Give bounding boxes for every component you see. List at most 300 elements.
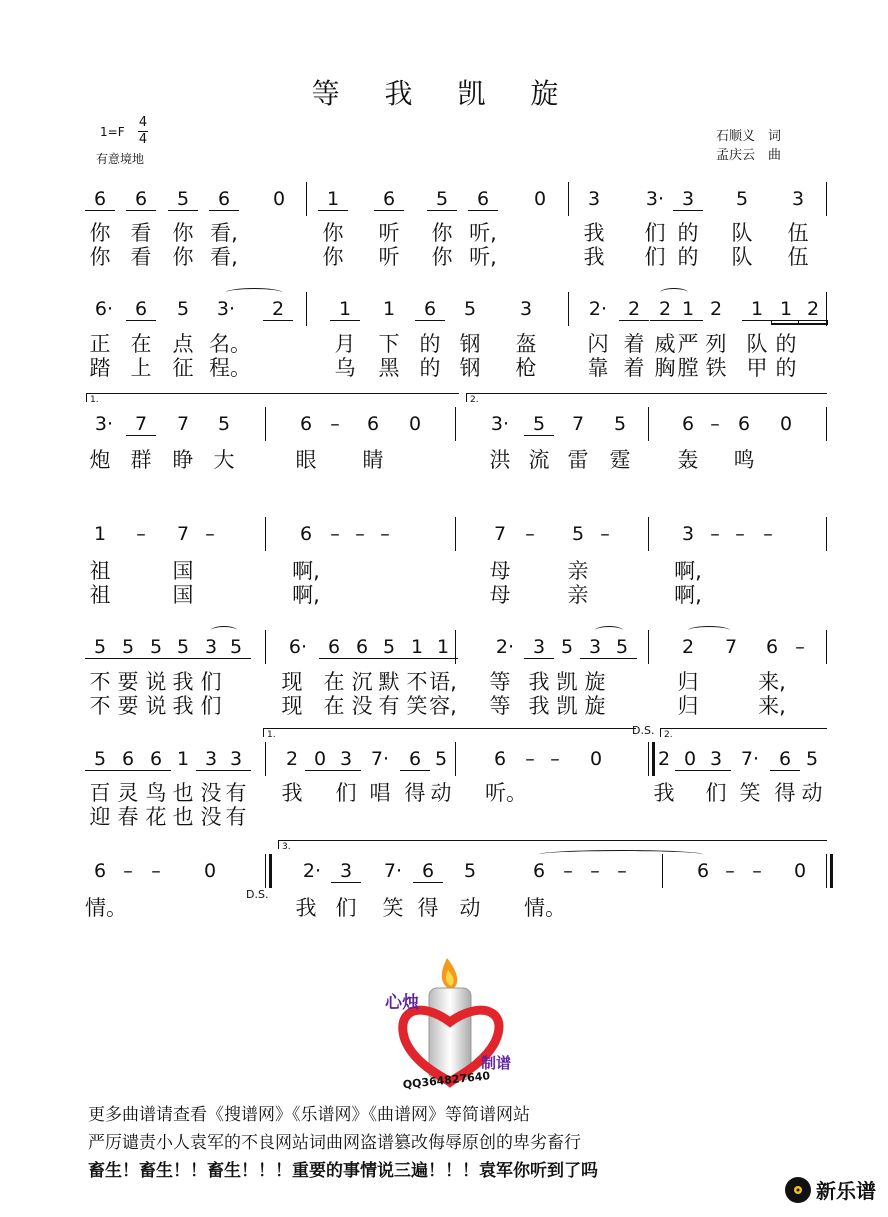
vinyl-record-icon	[784, 1176, 812, 1204]
lyric-syllable: 下	[378, 332, 400, 356]
note: 0	[779, 413, 793, 435]
lyric-syllable: 闪	[587, 332, 609, 356]
lyric-syllable: 百	[89, 781, 111, 805]
lyric-syllable: 啊,	[674, 559, 702, 583]
note: 6	[493, 748, 507, 770]
lyric-syllable: 严	[677, 332, 699, 356]
lyric-syllable: 的	[419, 356, 441, 380]
lyric-syllable: 们	[644, 221, 666, 245]
note: 2	[681, 636, 695, 658]
time-top: 4	[138, 115, 148, 130]
note: 7	[126, 413, 156, 436]
lyric-syllable: 国	[172, 559, 194, 583]
lyric-syllable: 听。	[485, 781, 527, 805]
note: 2	[650, 298, 680, 321]
lyric-syllable: 祖	[89, 583, 111, 607]
note: 6	[113, 748, 143, 771]
page-title: 等 我 凯 旋	[311, 77, 577, 110]
barline	[826, 182, 827, 216]
lyric-syllable: 你	[322, 221, 344, 245]
lyric-syllable: 亲	[567, 583, 589, 607]
volta-label: 2.	[664, 730, 673, 740]
slur	[211, 626, 237, 635]
note: 7	[571, 413, 585, 435]
note: –	[795, 636, 805, 658]
note: 2	[619, 298, 649, 321]
lyric-syllable: 的	[677, 245, 699, 269]
note: –	[590, 860, 600, 882]
note: 2	[709, 298, 723, 320]
note: 3	[196, 636, 226, 659]
note: 0	[305, 748, 335, 771]
note: 6	[532, 860, 546, 882]
composer-credit: 孟庆云 曲	[716, 148, 782, 163]
slur	[539, 850, 703, 859]
lyric-syllable: 看,	[210, 245, 238, 269]
note: 3	[524, 636, 554, 659]
lyric-syllable: 着	[623, 332, 645, 356]
lyric-syllable: 我	[281, 781, 303, 805]
note: 1	[382, 298, 396, 320]
note: 7	[493, 523, 507, 545]
volta-bracket	[278, 840, 827, 852]
note: 1	[673, 298, 703, 321]
lyric-syllable: 动	[801, 781, 823, 805]
note: 5	[805, 748, 819, 770]
lyric-syllable: 也	[172, 781, 194, 805]
staff-row	[0, 298, 888, 328]
lyric-syllable: 们	[200, 670, 222, 694]
note: –	[763, 523, 773, 545]
lyric-syllable: 雷	[567, 448, 589, 472]
lyric-syllable: 钢	[459, 332, 481, 356]
lyric-syllable: 霆	[609, 448, 631, 472]
note: 6	[126, 188, 156, 211]
lyric-syllable: 眼	[295, 448, 317, 472]
lyric-syllable: 迎	[89, 805, 111, 829]
note: 7	[176, 523, 190, 545]
note: –	[600, 523, 610, 545]
lyric-syllable: 情。	[524, 896, 566, 920]
lyric-syllable: 听,	[469, 221, 497, 245]
lyric-syllable: 说	[145, 694, 167, 718]
note: 3·	[216, 298, 236, 320]
note: 5	[85, 748, 115, 771]
lyric-syllable: 听,	[469, 245, 497, 269]
note: –	[136, 523, 146, 545]
note: 3	[580, 636, 610, 659]
note: 3	[196, 748, 226, 771]
lyric-syllable: 现	[281, 694, 303, 718]
lyric-syllable: 们	[200, 694, 222, 718]
lyric-syllable: 语,	[429, 670, 457, 694]
lyric-syllable: 春	[117, 805, 139, 829]
note: 5	[113, 636, 143, 659]
lyric-syllable: 笑	[739, 781, 761, 805]
brand-name: 新乐谱	[816, 1179, 876, 1203]
note: 3	[673, 188, 703, 211]
lyric-syllable: 默	[378, 670, 400, 694]
volta-label: 3.	[282, 842, 291, 852]
note: –	[525, 748, 535, 770]
lyric-syllable: 听	[378, 221, 400, 245]
lyric-syllable: 睁	[172, 448, 194, 472]
brand-mark	[784, 1175, 876, 1204]
lyric-syllable: 来,	[758, 694, 786, 718]
note: 0	[793, 860, 807, 882]
lyric-syllable: 笑	[382, 896, 404, 920]
lyric-syllable: 甲	[746, 356, 768, 380]
lyric-syllable: 母	[489, 583, 511, 607]
lyric-syllable: 我	[583, 245, 605, 269]
lyric-syllable: 上	[130, 356, 152, 380]
note: –	[725, 860, 735, 882]
note: 5	[374, 636, 404, 659]
lyric-syllable: 我	[295, 896, 317, 920]
lyric-syllable: 有	[225, 781, 247, 805]
note: 6	[85, 188, 115, 211]
note: 7	[176, 413, 190, 435]
barline	[826, 517, 827, 551]
volta-bracket	[86, 393, 459, 405]
note: 7·	[740, 748, 760, 770]
note: 6	[93, 860, 107, 882]
lyric-syllable: 有	[225, 805, 247, 829]
lyric-syllable: 枪	[515, 356, 537, 380]
note: 5	[168, 636, 198, 659]
lyric-syllable: 等	[489, 670, 511, 694]
lyric-syllable: 没	[200, 781, 222, 805]
note: 1	[93, 523, 107, 545]
lyric-syllable: 们	[335, 896, 357, 920]
logo-text-2: 制谱	[481, 1054, 512, 1072]
maker-logo	[385, 950, 525, 1090]
lyric-syllable: 的	[775, 356, 797, 380]
lyric-syllable: 队	[746, 332, 768, 356]
lyric-syllable: 们	[335, 781, 357, 805]
note: 6	[681, 413, 695, 435]
lyric-syllable: 伍	[787, 221, 809, 245]
note: 3	[331, 748, 361, 771]
note: 1	[771, 298, 801, 321]
note: 5	[613, 413, 627, 435]
lyric-syllable: 啊,	[674, 583, 702, 607]
lyric-syllable: 程。	[209, 356, 251, 380]
lyric-syllable: 洪	[489, 448, 511, 472]
note: 5	[735, 188, 749, 210]
note: 3·	[94, 413, 114, 435]
lyric-syllable: 威	[654, 332, 676, 356]
note: 6	[126, 298, 156, 321]
note: 3	[519, 298, 533, 320]
note: 5	[463, 298, 477, 320]
double-barline	[265, 854, 266, 888]
note: 5	[85, 636, 115, 659]
note: –	[550, 748, 560, 770]
note: –	[380, 523, 390, 545]
lyric-syllable: 要	[117, 670, 139, 694]
note: 1	[742, 298, 772, 321]
slur	[595, 626, 623, 635]
lyric-syllable: 鸣	[733, 448, 755, 472]
barline	[648, 630, 649, 664]
lyric-syllable: 征	[172, 356, 194, 380]
dal-segno-mark: D.S.	[632, 724, 655, 737]
lyric-syllable: 不	[89, 694, 111, 718]
note: 0	[589, 748, 603, 770]
lyric-syllable: 铁	[705, 356, 727, 380]
lyric-syllable: 不	[89, 670, 111, 694]
slur	[226, 288, 282, 297]
note: 1	[428, 636, 458, 659]
lyric-syllable: 啊,	[292, 583, 320, 607]
lyric-syllable: 踏	[89, 356, 111, 380]
lyric-syllable: 笑	[406, 694, 428, 718]
note: –	[330, 413, 340, 435]
note: 3·	[490, 413, 510, 435]
note: –	[330, 523, 340, 545]
note: 1	[330, 298, 360, 321]
note: 6	[765, 636, 779, 658]
lyric-syllable: 你	[172, 221, 194, 245]
lyric-syllable: 凯	[556, 694, 578, 718]
logo-qq: QQ364827640	[402, 1069, 491, 1090]
footer-line-2: 严厉谴责小人袁军的不良网站词曲网盗谱篡改侮辱原创的卑劣畜行	[88, 1133, 581, 1153]
note: 6	[347, 636, 377, 659]
slur	[660, 288, 688, 297]
lyric-syllable: 我	[528, 694, 550, 718]
barline	[265, 517, 266, 551]
barline	[455, 517, 456, 551]
footer-line-3: 畜生！畜生！！畜生！！！重要的事情说三遍！！！袁军你听到了吗	[88, 1161, 598, 1181]
lyric-syllable: 黑	[378, 356, 400, 380]
note: –	[752, 860, 762, 882]
note: 7·	[370, 748, 390, 770]
note: 6	[374, 188, 404, 211]
note: 6·	[94, 298, 114, 320]
barline	[648, 517, 649, 551]
note: 1	[318, 188, 348, 211]
barline	[662, 854, 663, 888]
lyric-syllable: 凯	[556, 670, 578, 694]
barline	[265, 407, 266, 441]
note: –	[205, 523, 215, 545]
note: 6	[319, 636, 349, 659]
staff-row	[0, 842, 888, 901]
note: 3	[701, 748, 731, 771]
note: 2	[263, 298, 293, 321]
tempo-mood: 有意境地	[96, 152, 145, 166]
lyric-syllable: 炮	[89, 448, 111, 472]
note: –	[563, 860, 573, 882]
lyric-syllable: 列	[705, 332, 727, 356]
lyric-syllable: 正	[89, 332, 111, 356]
lyric-syllable: 看	[130, 245, 152, 269]
lyric-syllable: 膛	[677, 356, 699, 380]
lyric-syllable: 归	[677, 670, 699, 694]
note: 6	[468, 188, 498, 211]
barline	[455, 742, 456, 776]
note: 5	[168, 188, 198, 211]
lyric-syllable: 不	[406, 670, 428, 694]
lyric-syllable: 听	[378, 245, 400, 269]
barline	[568, 182, 569, 216]
key-signature: 1=F	[100, 125, 125, 139]
lyric-syllable: 睛	[362, 448, 384, 472]
lyric-syllable: 有	[378, 694, 400, 718]
barline	[568, 292, 569, 326]
lyric-syllable: 你	[89, 221, 111, 245]
note: –	[355, 523, 365, 545]
volta-bracket	[263, 728, 636, 740]
lyric-syllable: 我	[172, 694, 194, 718]
lyric-syllable: 没	[200, 805, 222, 829]
volta-label: 1.	[267, 730, 276, 740]
note: 2·	[495, 636, 515, 658]
lyric-syllable: 沉	[351, 670, 373, 694]
lyric-syllable: 点	[172, 332, 194, 356]
staff-row	[0, 395, 888, 443]
candle-heart-icon	[385, 950, 525, 1090]
logo-text-1: 心烛	[385, 993, 419, 1013]
note: 3	[331, 860, 361, 883]
lyric-syllable: 要	[117, 694, 139, 718]
lyric-syllable: 名。	[209, 332, 251, 356]
note: 1	[176, 748, 190, 770]
note: 2·	[588, 298, 608, 320]
lyric-syllable: 归	[677, 694, 699, 718]
note: 6	[366, 413, 380, 435]
note: 3	[587, 188, 601, 210]
staff-row	[0, 724, 888, 778]
lyric-syllable: 来,	[758, 670, 786, 694]
note: 0	[408, 413, 422, 435]
lyric-syllable: 动	[459, 896, 481, 920]
lyric-syllable: 钢	[459, 356, 481, 380]
lyricist-credit: 石顺义 词	[716, 129, 782, 144]
double-barline	[648, 742, 649, 776]
barline	[826, 407, 827, 441]
lyric-syllable: 在	[323, 670, 345, 694]
note: 5	[141, 636, 171, 659]
barline	[265, 742, 266, 776]
lyric-syllable: 等	[489, 694, 511, 718]
note: 1	[402, 636, 432, 659]
note: 6	[415, 298, 445, 321]
note: 7	[724, 636, 738, 658]
note: 5	[607, 636, 637, 659]
note: –	[710, 523, 720, 545]
note: 5	[427, 188, 457, 211]
lyric-syllable: 胸	[654, 356, 676, 380]
lyric-syllable: 国	[172, 583, 194, 607]
note: 5	[571, 523, 585, 545]
footer-line-1: 更多曲谱请查看《搜谱网》《乐谱网》《曲谱网》等简谱网站	[88, 1105, 530, 1125]
note: 0	[203, 860, 217, 882]
lyric-syllable: 母	[489, 559, 511, 583]
lyric-syllable: 在	[323, 694, 345, 718]
lyric-syllable: 队	[731, 245, 753, 269]
note: –	[735, 523, 745, 545]
note: 0	[272, 188, 286, 210]
lyric-syllable: 队	[731, 221, 753, 245]
note: 5	[560, 636, 574, 658]
note: 6	[299, 523, 313, 545]
note: 5	[463, 860, 477, 882]
lyric-syllable: 花	[145, 805, 167, 829]
dal-segno-mark: D.S.	[246, 888, 269, 901]
lyric-syllable: 也	[172, 805, 194, 829]
lyric-syllable: 你	[89, 245, 111, 269]
lyric-syllable: 得	[404, 781, 426, 805]
lyric-syllable: 的	[677, 221, 699, 245]
lyric-syllable: 月	[334, 332, 356, 356]
lyric-syllable: 们	[705, 781, 727, 805]
lyric-syllable: 我	[583, 221, 605, 245]
lyric-syllable: 动	[430, 781, 452, 805]
lyric-syllable: 伍	[787, 245, 809, 269]
lyric-syllable: 盔	[515, 332, 537, 356]
note: –	[710, 413, 720, 435]
lyric-syllable: 看	[130, 221, 152, 245]
lyric-syllable: 看,	[210, 221, 238, 245]
lyric-syllable: 你	[172, 245, 194, 269]
barline	[455, 630, 456, 664]
lyric-syllable: 情。	[85, 896, 127, 920]
note: 2·	[302, 860, 322, 882]
lyric-syllable: 旋	[584, 670, 606, 694]
barline	[826, 630, 827, 664]
staff-row	[0, 188, 888, 218]
lyric-syllable: 我	[653, 781, 675, 805]
volta-label: 1.	[90, 395, 99, 405]
lyric-syllable: 得	[417, 896, 439, 920]
lyric-syllable: 你	[431, 221, 453, 245]
lyric-syllable: 流	[528, 448, 550, 472]
volta-label: 2.	[470, 395, 479, 405]
lyric-syllable: 现	[281, 670, 303, 694]
lyric-syllable: 得	[774, 781, 796, 805]
barline	[648, 407, 649, 441]
note: 2	[798, 298, 828, 321]
lyric-syllable: 靠	[587, 356, 609, 380]
note: 6	[400, 748, 430, 771]
lyric-syllable: 啊,	[292, 559, 320, 583]
volta-bracket	[660, 728, 827, 740]
note: 5	[221, 636, 251, 659]
lyric-syllable: 在	[130, 332, 152, 356]
slur	[688, 626, 730, 635]
lyric-syllable: 乌	[334, 356, 356, 380]
note: 6	[209, 188, 239, 211]
note: 6·	[288, 636, 308, 658]
volta-bracket	[466, 393, 827, 405]
time-bottom: 4	[138, 132, 148, 147]
double-barline	[826, 854, 827, 888]
note: 0	[533, 188, 547, 210]
lyric-syllable: 唱	[369, 781, 391, 805]
lyric-syllable: 我	[528, 670, 550, 694]
note: 5	[434, 748, 448, 770]
time-signature	[138, 116, 148, 147]
lyric-syllable: 群	[130, 448, 152, 472]
lyric-syllable: 说	[145, 670, 167, 694]
staff-row	[0, 636, 888, 666]
note: 5	[217, 413, 231, 435]
lyric-syllable: 轰	[677, 448, 699, 472]
lyric-syllable: 大	[213, 448, 235, 472]
note: 5	[176, 298, 190, 320]
